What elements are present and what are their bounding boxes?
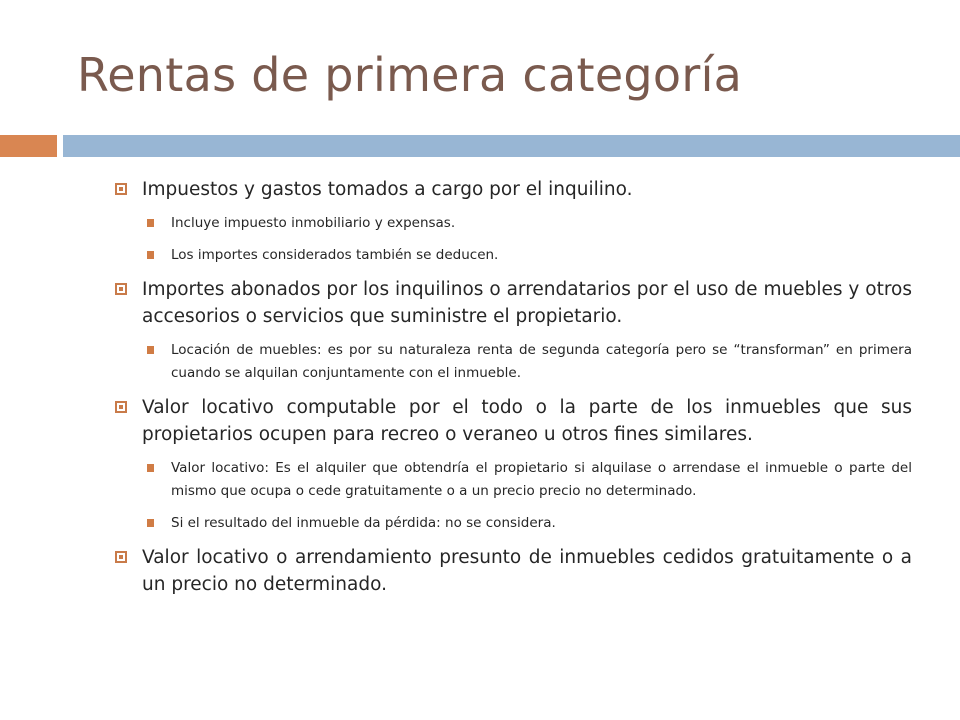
square-bullet-icon <box>115 551 127 563</box>
sub-bullet-text: Los importes considerados también se deducen. <box>171 247 499 263</box>
accent-bar-left <box>0 135 57 157</box>
sub-bullet-item <box>115 512 912 535</box>
small-square-bullet-icon <box>147 219 154 227</box>
bullet-text: Impuestos y gastos tomados a cargo por el inquilino. <box>142 179 633 200</box>
slide-title: Rentas de primera categoría <box>77 48 743 102</box>
bullet-text: Valor locativo computable por el todo o la parte de los inmuebles que sus propietarios ocupen para recreo o veraneo u otros fines similares. <box>142 397 912 445</box>
sub-bullet-text: Valor locativo: Es el alquiler que obtendría el propietario si alquilase o arrendase el inmueble o parte del mismo que ocupa o cede gratuitamente o a un precio precio no determinado. <box>171 460 912 499</box>
sub-bullet-text: Locación de muebles: es por su naturaleza renta de segunda categoría pero se “transforman” en primera cuando se alquilan conjuntamente con el inmueble. <box>171 342 912 381</box>
small-square-bullet-icon <box>147 464 154 472</box>
sub-bullet-text: Incluye impuesto inmobiliario y expensas. <box>171 215 456 231</box>
small-square-bullet-icon <box>147 346 154 354</box>
small-square-bullet-icon <box>147 251 154 259</box>
sub-bullet-item <box>115 457 912 503</box>
sub-bullet-item <box>115 244 912 267</box>
bullet-item <box>115 176 912 203</box>
square-bullet-icon <box>115 283 127 295</box>
bullet-item <box>115 394 912 448</box>
bullet-text: Importes abonados por los inquilinos o arrendatarios por el uso de muebles y otros accesorios o servicios que suministre el propietario. <box>142 279 912 327</box>
sub-bullet-item <box>115 212 912 235</box>
sub-bullet-item <box>115 339 912 385</box>
square-bullet-icon <box>115 183 127 195</box>
square-bullet-icon <box>115 401 127 413</box>
bullet-item <box>115 544 912 598</box>
slide-content <box>115 176 912 607</box>
bullet-item <box>115 276 912 330</box>
accent-bar-right <box>63 135 960 157</box>
bullet-text: Valor locativo o arrendamiento presunto de inmuebles cedidos gratuitamente o a un precio no determinado. <box>142 547 912 595</box>
small-square-bullet-icon <box>147 519 154 527</box>
sub-bullet-text: Si el resultado del inmueble da pérdida: no se considera. <box>171 515 556 531</box>
